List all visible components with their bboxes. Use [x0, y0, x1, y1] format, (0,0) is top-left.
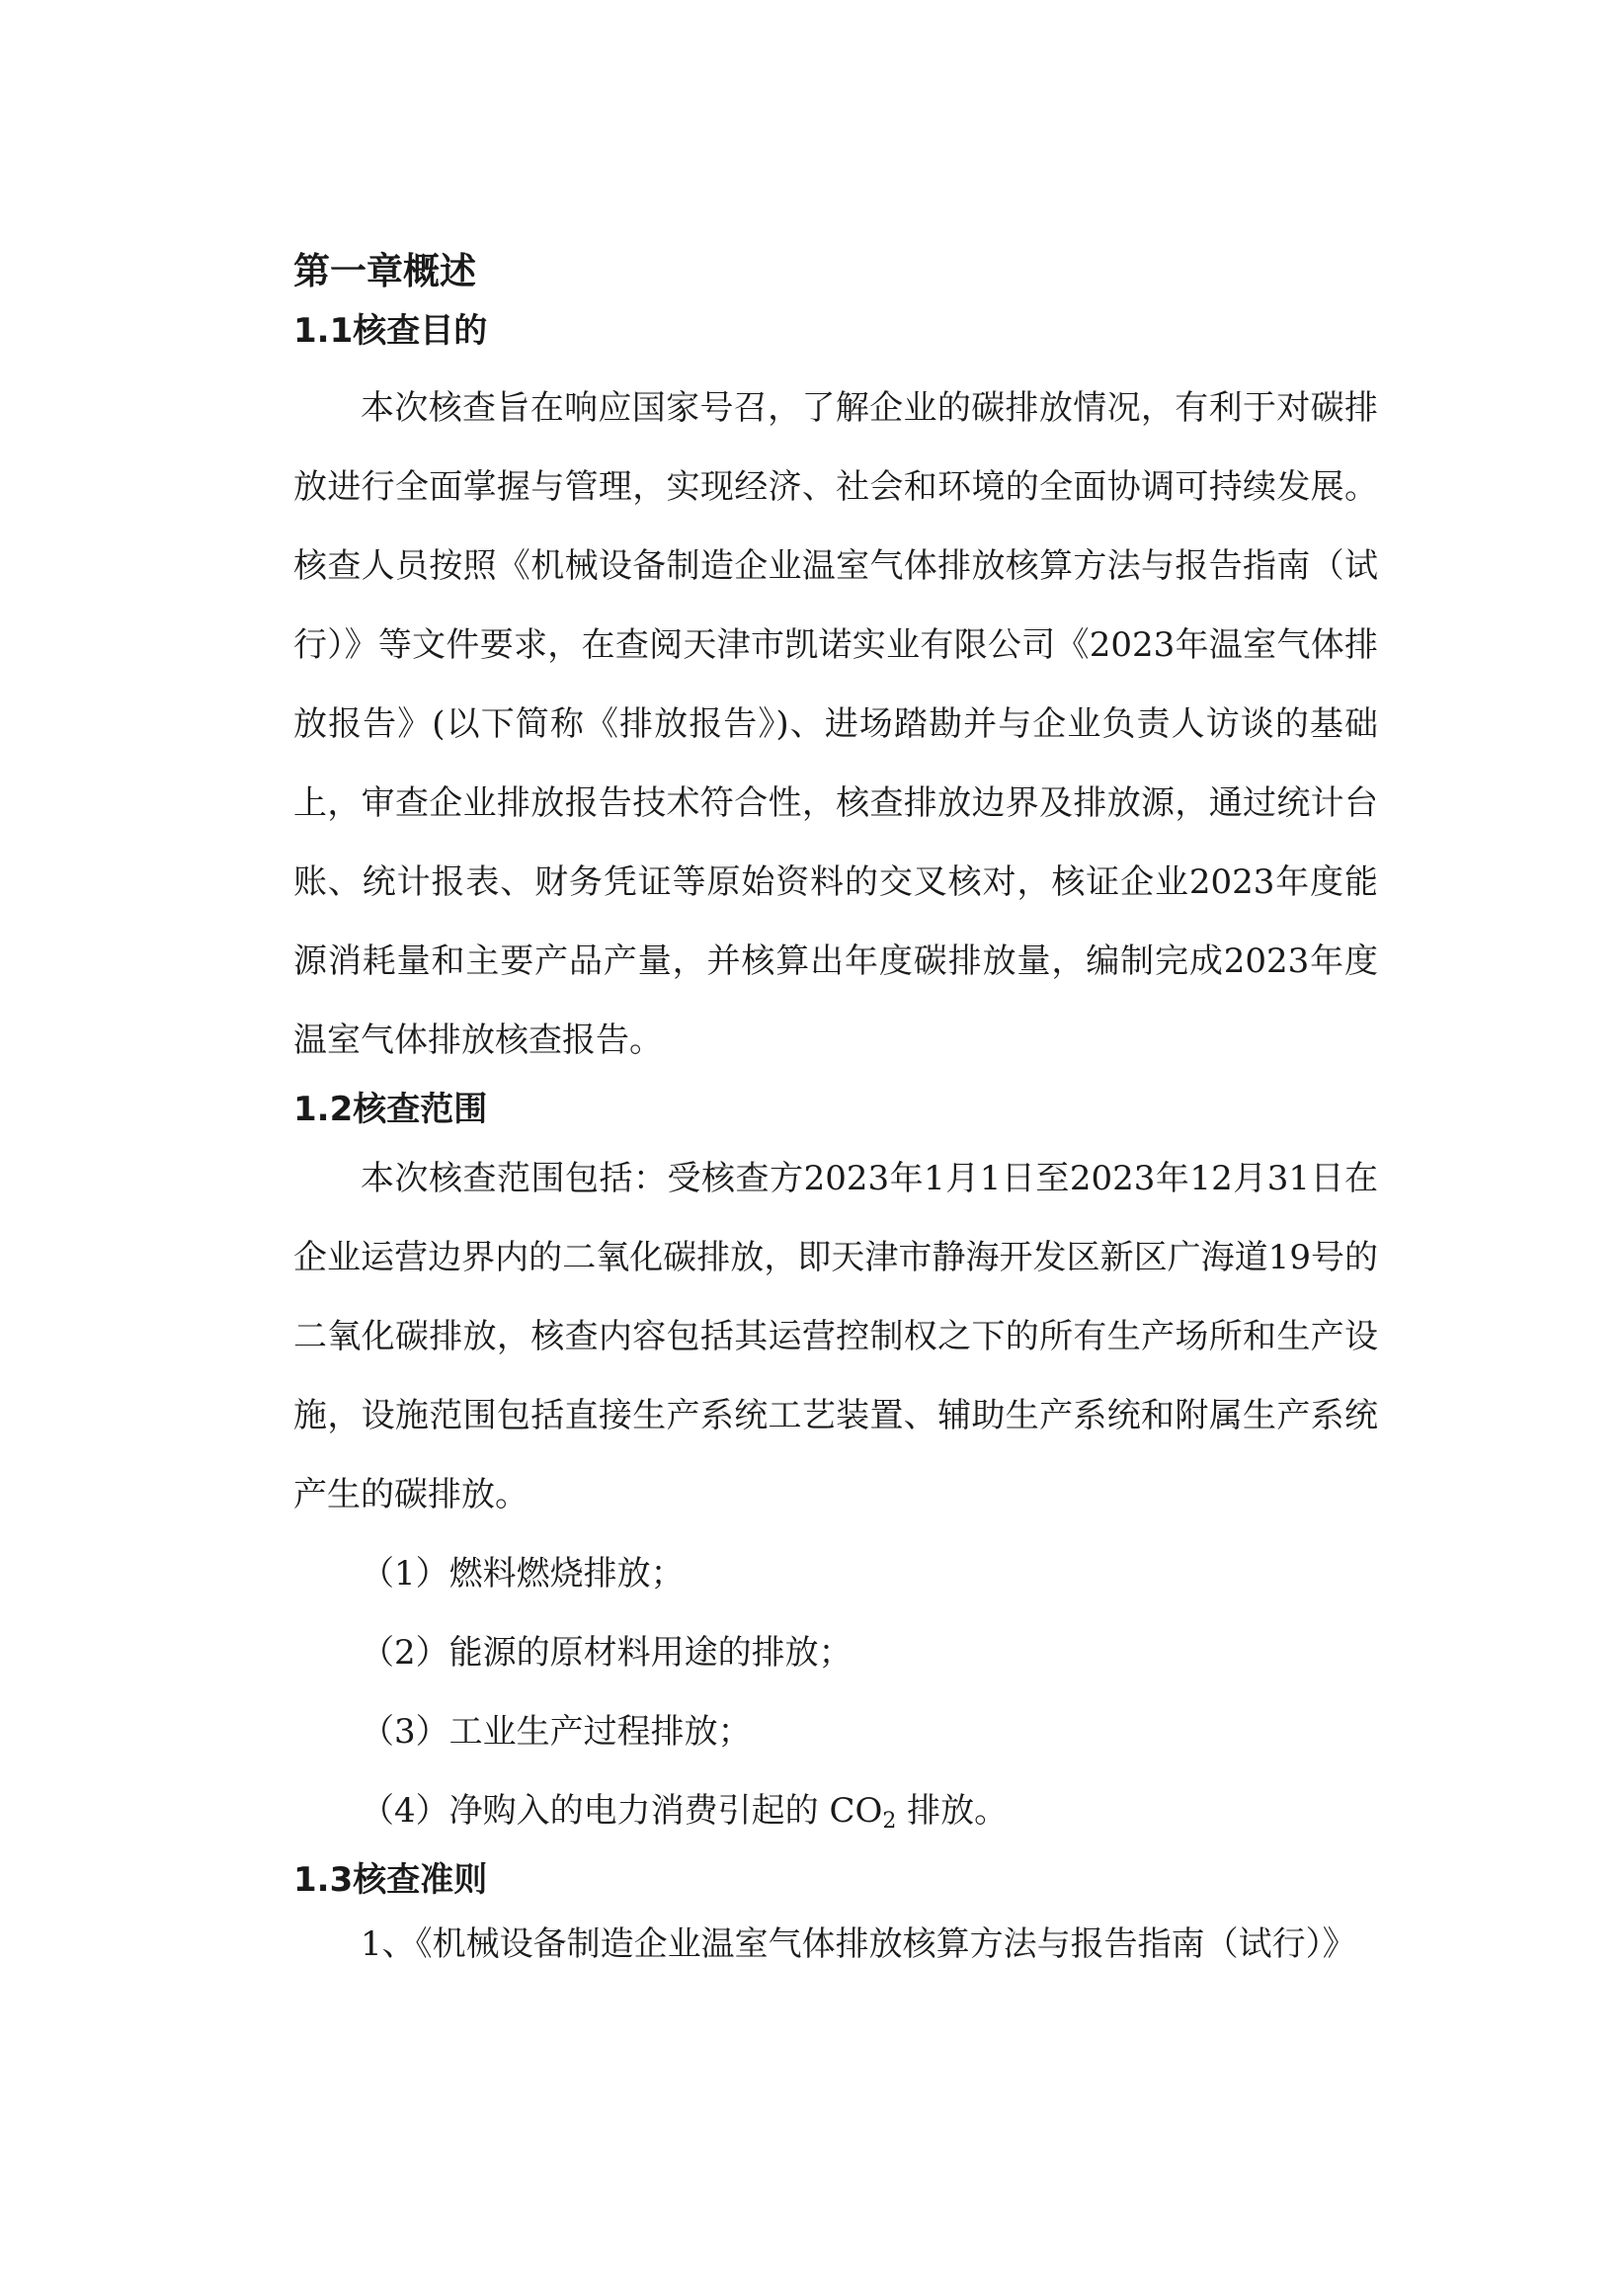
list-item: （2）能源的原材料用途的排放；: [361, 1633, 853, 1673]
section-1-2-paragraph: 本次核查范围包括：受核查方2023年1月1日至2023年12月31日在企业运营边界内的二氧化碳排放，即天津市静海开发区新区广海道19号的二氧化碳排放，核查内容包括其运营控制权之下的所有生产场所和生产设施，设施范围包括直接生产系统工艺装置、辅助生产系统和附属生产系统产生的碳排放。: [293, 1159, 1378, 1514]
section-heading-1-3: 1.3核查准则: [293, 1860, 488, 1900]
criteria-item: 1、《机械设备制造企业温室气体排放核算方法与报告指南（试行）》: [361, 1924, 1356, 1964]
emission-source-list: [293, 1534, 1378, 1850]
section-heading-1-2: 1.2核查范围: [293, 1090, 488, 1129]
list-item-co2: [293, 1771, 1378, 1850]
list-item-text: 排放。: [896, 1791, 1009, 1831]
chapter-title: 第一章概述: [293, 250, 476, 292]
section-heading-1-1: 1.1核查目的: [293, 311, 488, 351]
list-item-text: （4）净购入的电力消费引起的 CO: [361, 1791, 883, 1831]
section-1-1-paragraph: 本次核查旨在响应国家号召，了解企业的碳排放情况，有利于对碳排放进行全面掌握与管理，实现经济、社会和环境的全面协调可持续发展。核查人员按照《机械设备制造企业温室气体排放核算方法与报告指南（试行）》等文件要求，在查阅天津市凯诺实业有限公司《2023年温室气体排放报告》(以下简称《排放报告》)、进场踏勘并与企业负责人访谈的基础上，审查企业排放报告技术符合性，核查排放边界及排放源，通过统计台账、统计报表、财务凭证等原始资料的交叉核对，核证企业2023年度能源消耗量和主要产品产量，并核算出年度碳排放量，编制完成2023年度温室气体排放核查报告。: [293, 388, 1378, 1060]
document-content: [293, 242, 1378, 1979]
list-item: （3）工业生产过程排放；: [361, 1712, 752, 1752]
subscript-text: 2: [882, 1809, 897, 1834]
list-item: （1）燃料燃烧排放；: [361, 1554, 685, 1594]
